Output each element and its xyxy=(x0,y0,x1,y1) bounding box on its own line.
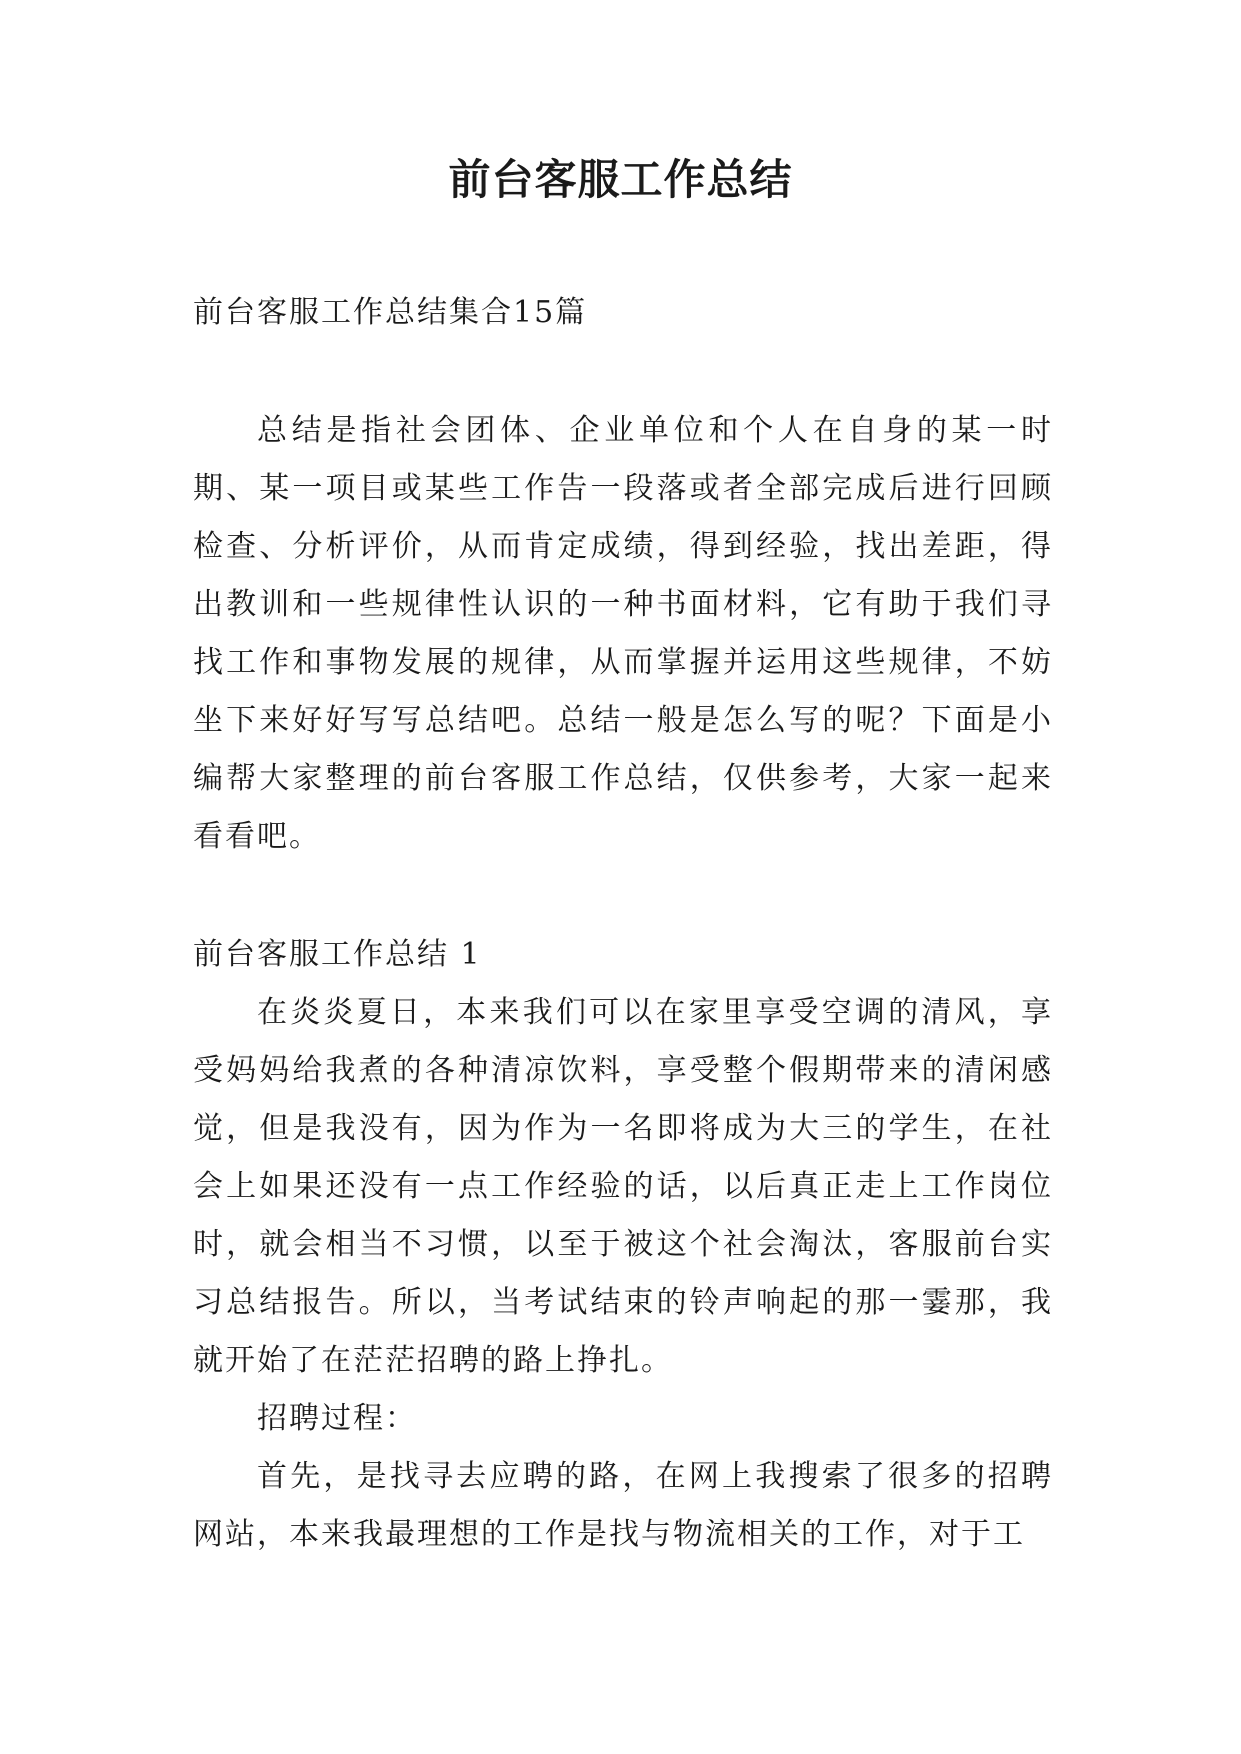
body-paragraph: 在炎炎夏日，本来我们可以在家里享受空调的清风，享受妈妈给我煮的各种清凉饮料，享受整个假期带来的清闲感觉，但是我没有，因为作为一名即将成为大三的学生，在社会上如果还没有一点工作经验的话，以后真正走上工作岗位时，就会相当不习惯，以至于被这个社会淘汰，客服前台实习总结报告。所以，当考试结束的铃声响起的那一霎那，我就开始了在茫茫招聘的路上挣扎。 xyxy=(193,995,1053,1378)
section-heading: 前台客服工作总结 1 xyxy=(193,937,482,972)
intro-paragraph: 总结是指社会团体、企业单位和个人在自身的某一时期、某一项目或某些工作告一段落或者全部完成后进行回顾检查、分析评价，从而肯定成绩，得到经验，找出差距，得出教训和一些规律性认识的一种书面材料，它有助于我们寻找工作和事物发展的规律，从而掌握并运用这些规律，不妨坐下来好好写写总结吧。总结一般是怎么写的呢？下面是小编帮大家整理的前台客服工作总结，仅供参考，大家一起来看看吧。 xyxy=(193,413,1053,854)
subheading-paragraph: 招聘过程： xyxy=(257,1401,417,1436)
document-body xyxy=(193,284,1053,1564)
document-title: 前台客服工作总结 xyxy=(448,155,793,204)
document-subtitle: 前台客服工作总结集合15篇 xyxy=(193,295,588,330)
body-paragraph: 首先，是找寻去应聘的路，在网上我搜索了很多的招聘网站，本来我最理想的工作是找与物流相关的工作，对于工 xyxy=(193,1459,1053,1552)
